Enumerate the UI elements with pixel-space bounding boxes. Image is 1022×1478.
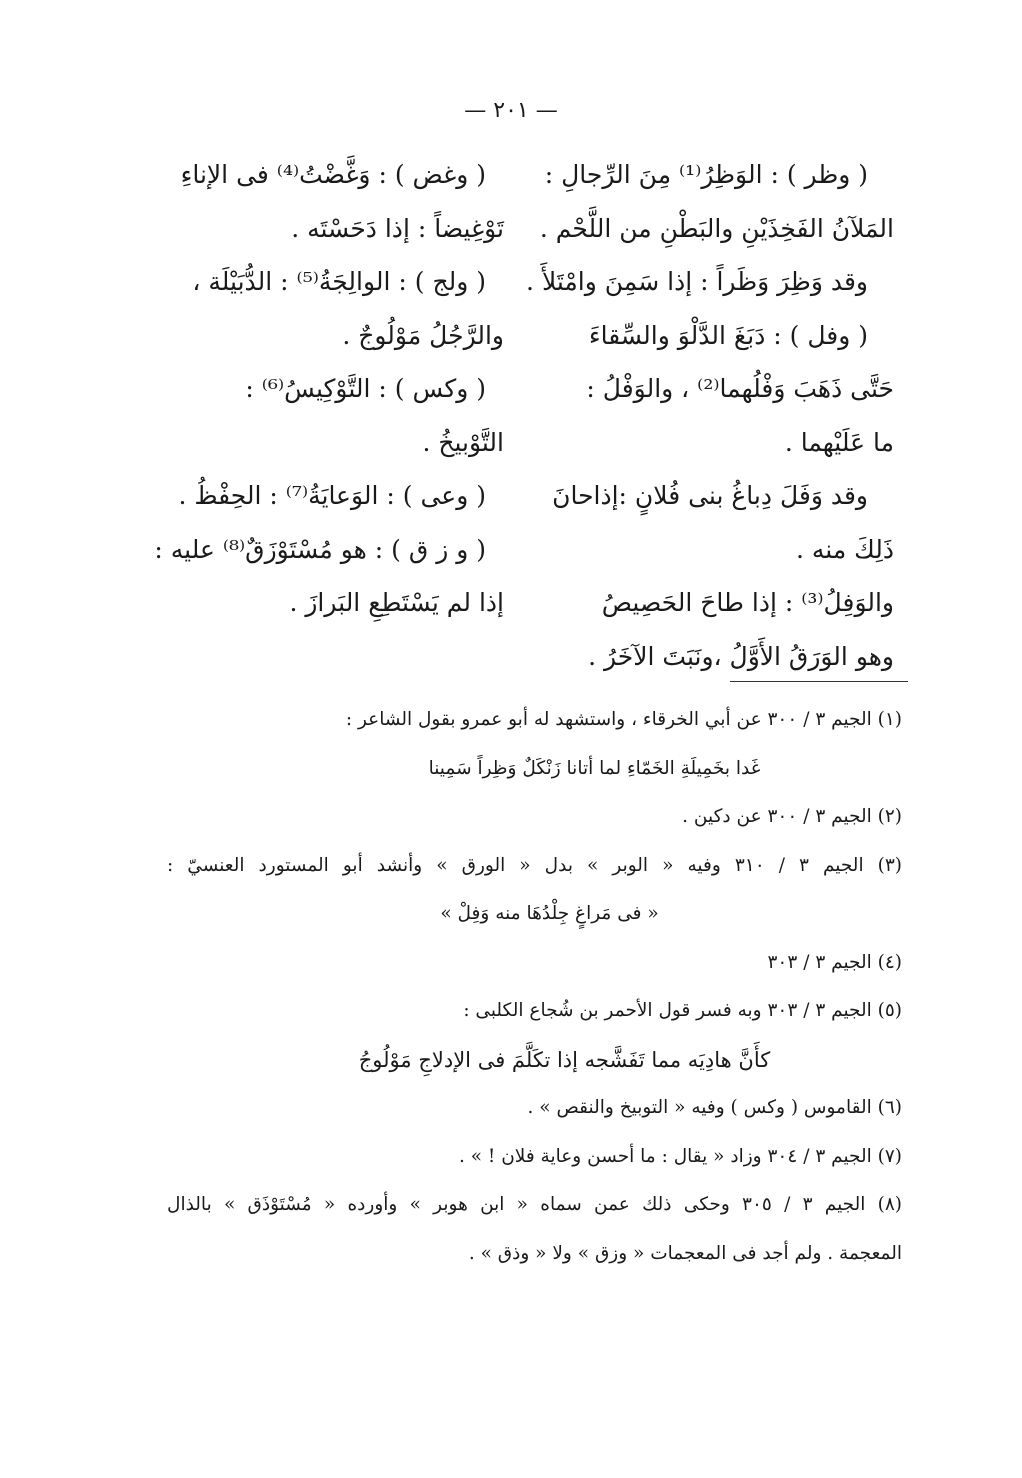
entry-line: ما عَلَيْهما . <box>784 427 894 457</box>
entry-line: ( وكس ) : التَّوْكِيسُ⁽⁶⁾ : <box>245 374 486 403</box>
entry-line: والوَفِلُ⁽³⁾ : إذا طاحَ الحَصِيصُ <box>601 588 894 617</box>
left-column <box>134 148 504 630</box>
footnote: (٨) الجيم ٣ / ٣٠٥ وحكى ذلك عمن سماه « ابن هوبر » وأورده « مُسْتَوْذَق » بالذال <box>167 1194 903 1215</box>
entry-line: وقد وَفَلَ دِباغُ بنى فُلانٍ :إذاحانَ <box>552 481 868 510</box>
footnotes <box>167 696 902 1278</box>
footnote-verse: كأَنَّ هادِيَه مما تَفَشَّجه إذا تكَلَّمَ فى الإدلاجِ مَوْلُوجُ <box>358 1047 771 1072</box>
footnote: المعجمة . ولم أجد فى المعجمات « وزق » ولا « وذق » . <box>468 1242 902 1264</box>
entry-line: ( وفل ) : دَبَغَ الدَّلْوَ والسِّقاءَ <box>588 320 868 350</box>
entry-line: ذَلِكَ منه . <box>796 534 894 564</box>
footnote: (٢) الجيم ٣ / ٣٠٠ عن دكين . <box>682 806 902 827</box>
footnote-verse: « فى مَراغٍ جِلْدُهَا منه وَفِلْ » <box>440 903 659 924</box>
entry-line: تَوْغِيضاً : إذا دَحَسْتَه . <box>291 213 504 243</box>
entry-line: ( ولج ) : الوالِجَةُ⁽⁵⁾ : الدُّبَيْلَة ، <box>192 267 486 296</box>
entry-line: والرَّجُلُ مَوْلُوجٌ . <box>342 320 504 350</box>
footnote: (٧) الجيم ٣ / ٣٠٤ وزاد « يقال : ما أحسن وعاية فلان ! » . <box>458 1145 902 1167</box>
entry-line: المَلآنُ الفَخِذَيْنِ والبَطْنِ من اللَّحْم . <box>539 213 894 243</box>
entry-line: حَتَّى ذَهَبَ وَفْلُهما⁽²⁾ ، والوَفْلُ : <box>586 374 894 403</box>
entry-line: إذا لم يَسْتَطِعِ البَرازَ . <box>289 588 504 617</box>
entry-line: ( وظر ) : الوَظِرُ⁽¹⁾ مِنَ الرِّجالِ : <box>544 160 868 189</box>
page-number: — ٢٠١ — <box>464 98 558 123</box>
entry-line: ( وعى ) : الوَعايَةُ⁽⁷⁾ : الحِفْظُ . <box>178 481 486 510</box>
right-column <box>524 148 894 683</box>
footnote: (٦) القاموس ( وكس ) وفيه « التوبيخ والنقص » . <box>527 1097 902 1118</box>
footnote-verse: غَدا بخَمِيلَةِ الخَمّاءِ لما أتانا زَنْكَلٌ وَظِراً سَمِينا <box>428 757 761 779</box>
footnote: (٥) الجيم ٣ / ٣٠٣ وبه فسر قول الأحمر بن شُجاع الكلبى : <box>463 1000 902 1021</box>
entry-line: ( و ز ق ) : هو مُسْتَوْزَقٌ⁽⁸⁾ عليه : <box>154 534 486 564</box>
entry-line: ( وغض ) : وَغَّضْتُ⁽⁴⁾ فى الإناءِ <box>180 160 486 189</box>
footnote: (٣) الجيم ٣ / ٣١٠ وفيه « الوبر » بدل « الورق » وأنشد أبو المستورد العنسيّ : <box>167 854 903 876</box>
entry-line: وقد وَظِرَ وَظَراً : إذا سَمِنَ وامْتَلأَ . <box>526 267 868 296</box>
footnote: (٤) الجيم ٣ / ٣٠٣ <box>767 951 902 973</box>
footnote: (١) الجيم ٣ / ٣٠٠ عن أبي الخرقاء ، واستشهد له أبو عمرو بقول الشاعر : <box>345 709 902 730</box>
footnote-divider <box>730 681 908 682</box>
entry-line: وهو الوَرَقُ الأَوَّلُ ،ونَبَتَ الآخَرُ . <box>588 641 894 671</box>
entry-line: التَّوْبيخُ . <box>422 427 504 457</box>
